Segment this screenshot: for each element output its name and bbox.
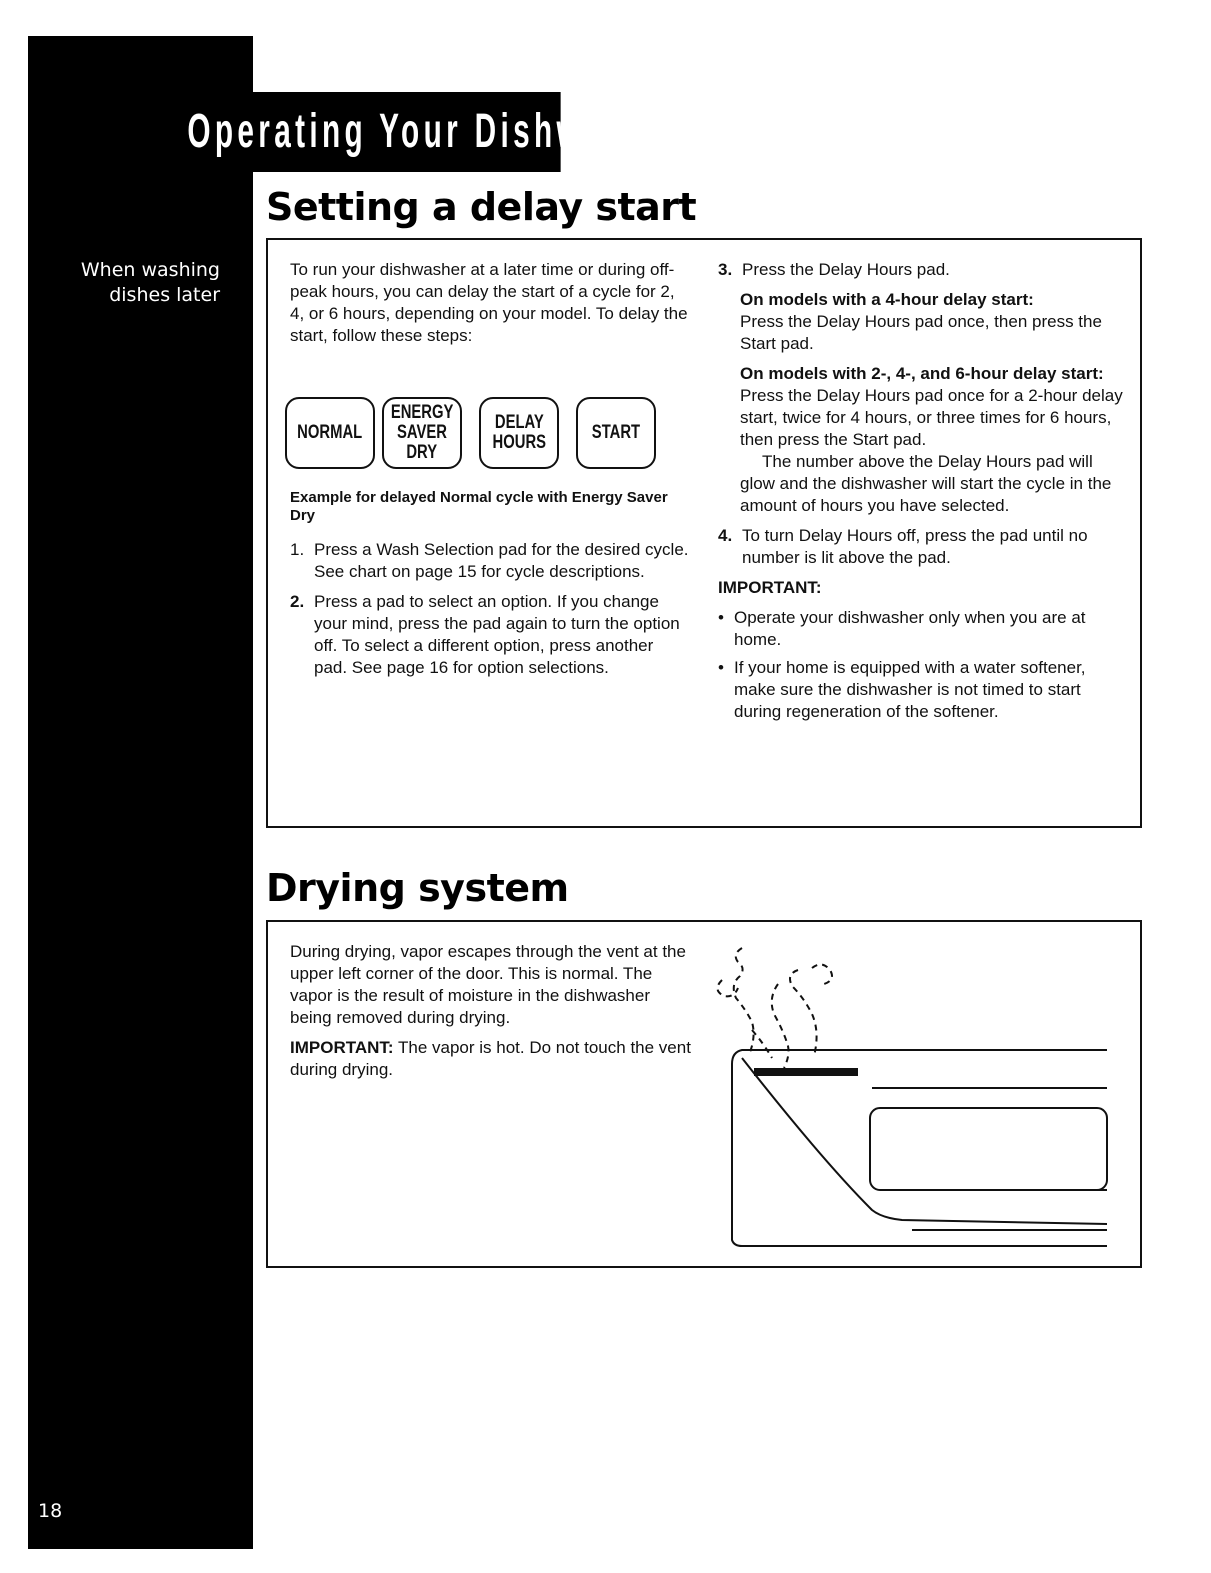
vent-illustration — [712, 940, 1112, 1250]
model-4hour-block — [718, 289, 1130, 517]
important-label: IMPORTANT: — [718, 578, 822, 597]
model-4hour-heading: On models with a 4-hour delay start: — [740, 290, 1034, 309]
step-1-text: Press a Wash Selection pad for the desired cycle. See chart on page 15 for cycle descriptions. — [314, 540, 689, 581]
section-heading-delay: Setting a delay start — [266, 185, 697, 229]
delay-pad-line2: HOURS — [492, 432, 546, 453]
delay-right-column — [718, 259, 1130, 729]
energy-saver-dry-pad — [382, 397, 462, 469]
step-2-text: Press a pad to select an option. If you change your mind, press the pad again to turn the option off. To select a different option, press another pad. See page 16 for option selections. — [314, 592, 680, 677]
bullet-1-dot: • — [718, 608, 724, 627]
normal-pad — [285, 397, 375, 469]
step-3-number: 3. — [718, 260, 733, 279]
bullet-1 — [718, 607, 1130, 651]
bullet-1-text: Operate your dishwasher only when you are at home. — [734, 608, 1086, 649]
drying-text-column — [290, 941, 695, 1089]
section-heading-drying: Drying system — [266, 866, 569, 910]
step-2 — [290, 591, 690, 679]
model-4hour-text: Press the Delay Hours pad once, then press the Start pad. — [740, 312, 1102, 353]
delay-pad-line1: DELAY — [494, 412, 544, 433]
step-4-text: To turn Delay Hours off, press the pad until no number is lit above the pad. — [742, 526, 1088, 567]
model-246hour-note: The number above the Delay Hours pad will glow and the dishwasher will start the cycle in the amount of hours you have selected. — [740, 452, 1112, 515]
step-4 — [718, 525, 1130, 569]
step-2-number: 2. — [290, 592, 305, 611]
drying-paragraph: During drying, vapor escapes through the vent at the upper left corner of the door. This is normal. The vapor is the result of moisture in the dishwasher being removed during drying. — [290, 942, 686, 1027]
step-3 — [718, 259, 1130, 281]
bullet-2-text: If your home is equipped with a water softener, make sure the dishwasher is not timed to start during regeneration of the softener. — [734, 658, 1086, 721]
step-4-number: 4. — [718, 526, 733, 545]
delay-left-column — [290, 259, 690, 355]
start-pad — [576, 397, 656, 469]
door-outline — [732, 1050, 1107, 1246]
drying-important-text: The vapor is hot. Do not touch the vent during drying. — [290, 1038, 691, 1079]
sidebar-label: When washing dishes later — [80, 259, 220, 306]
vent-slot — [754, 1068, 858, 1076]
delay-left-lower — [290, 489, 690, 687]
sidebar-wavy-edge — [232, 36, 262, 1549]
step-3-text: Press the Delay Hours pad. — [742, 260, 950, 279]
drying-important-label: IMPORTANT: — [290, 1038, 394, 1057]
pad-caption: Example for delayed Normal cycle with Energy Saver Dry — [290, 489, 668, 524]
step-1 — [290, 539, 690, 583]
intro-paragraph: To run your dishwasher at a later time or during off-peak hours, you can delay the start of a cycle for 2, 4, or 6 hours, depending on your model. To delay the start, follow these steps: — [290, 260, 688, 345]
model-246hour-heading: On models with 2-, 4-, and 6-hour delay start: — [740, 364, 1104, 383]
normal-pad-label: NORMAL — [297, 422, 363, 443]
bullet-2 — [718, 657, 1130, 723]
model-246hour-text: Press the Delay Hours pad once for a 2-hour delay start, twice for 4 hours, or three times for 6 hours, then press the Start pad. — [740, 386, 1123, 449]
page-number: 18 — [38, 1500, 63, 1522]
drying-important — [290, 1037, 695, 1081]
energy-pad-line2: SAVER — [397, 422, 447, 443]
page-header: Operating Your Dishwasher — [175, 92, 561, 172]
start-pad-label: START — [591, 422, 641, 443]
step-1-number: 1. — [290, 540, 305, 559]
delay-hours-pad — [479, 397, 559, 469]
energy-pad-line1: ENERGY — [390, 402, 454, 423]
energy-pad-line3: DRY — [406, 442, 438, 463]
bullet-2-dot: • — [718, 658, 724, 677]
